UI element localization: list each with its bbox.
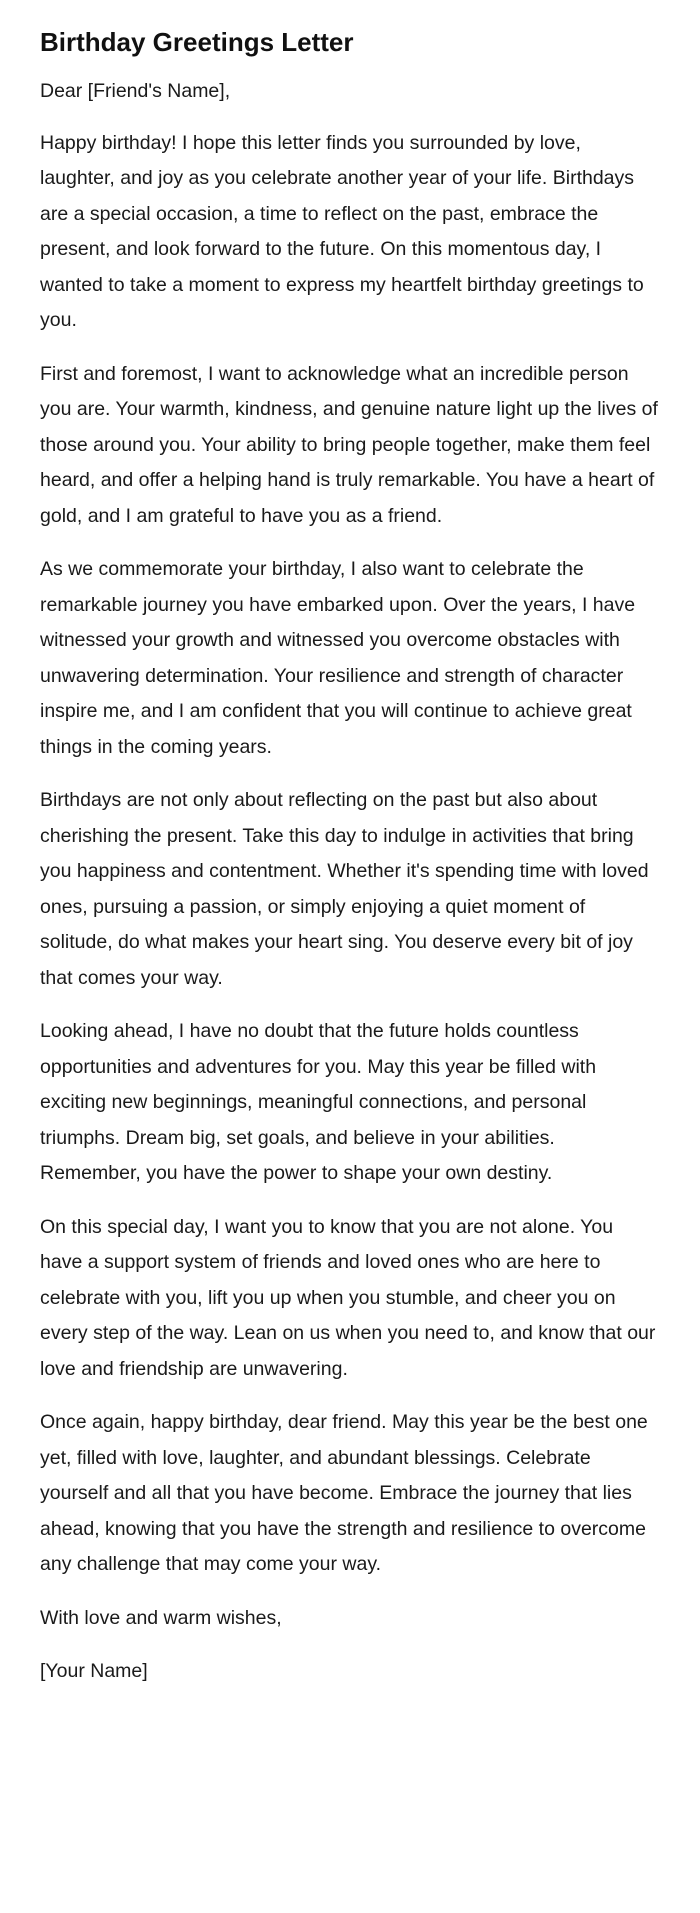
body-paragraph-4: Birthdays are not only about reflecting on the past but also about cherishing the present. Take this day to indulge in activities that bring you happiness and contentment. Whether it's spending time with loved ones, pursuing a passion, or simply enjoying a quiet moment of solitude, do what makes your heart sing. You deserve every bit of joy that comes your way. (40, 789, 649, 989)
salutation: Dear [Friend's Name], (40, 80, 231, 102)
body-paragraph-6: On this special day, I want you to know that you are not alone. You have a support system of friends and loved ones who are here to celebrate with you, lift you up when you stumble, and cheer you on every step of the way. Lean on us when you need to, and know that our love and friendship are unwavering. (40, 1215, 656, 1380)
body-paragraph-1: Happy birthday! I hope this letter finds you surrounded by love, laughter, and joy as you celebrate another year of your life. Birthdays are a special occasion, a time to reflect on the past, embrace the present, and look forward to the future. On this momentous day, I wanted to take a moment to express my heartfelt birthday greetings to you. (40, 131, 644, 331)
body-paragraph-7: Once again, happy birthday, dear friend. May this year be the best one yet, filled with love, laughter, and abundant blessings. Celebrate yourself and all that you have become. Embrace the journey that lies ahead, knowing that you have the strength and resilience to overcome any challenge that may come your way. (40, 1411, 648, 1575)
closing-line: With love and warm wishes, (40, 1606, 282, 1629)
signature: [Your Name] (40, 1660, 148, 1682)
body-paragraph-2: First and foremost, I want to acknowledge what an incredible person you are. Your warmth, kindness, and genuine nature light up the lives of those around you. Your ability to bring people together, make them feel heard, and offer a helping hand is truly remarkable. You have a heart of gold, and I am grateful to have you as a friend. (40, 362, 658, 527)
body-paragraph-5: Looking ahead, I have no doubt that the future holds countless opportunities and adventures for you. May this year be filled with exciting new beginnings, meaningful connections, and personal triumphs. Dream big, set goals, and believe in your abilities. Remember, you have the power to shape your own destiny. (40, 1020, 597, 1184)
body-paragraph-3: As we commemorate your birthday, I also want to celebrate the remarkable journey you have embarked upon. Over the years, I have witnessed your growth and witnessed you overcome obstacles with unwavering determination. Your resilience and strength of character inspire me, and I am confident that you will continue to achieve great things in the coming years. (40, 558, 636, 758)
letter-title: Birthday Greetings Letter (40, 27, 354, 57)
